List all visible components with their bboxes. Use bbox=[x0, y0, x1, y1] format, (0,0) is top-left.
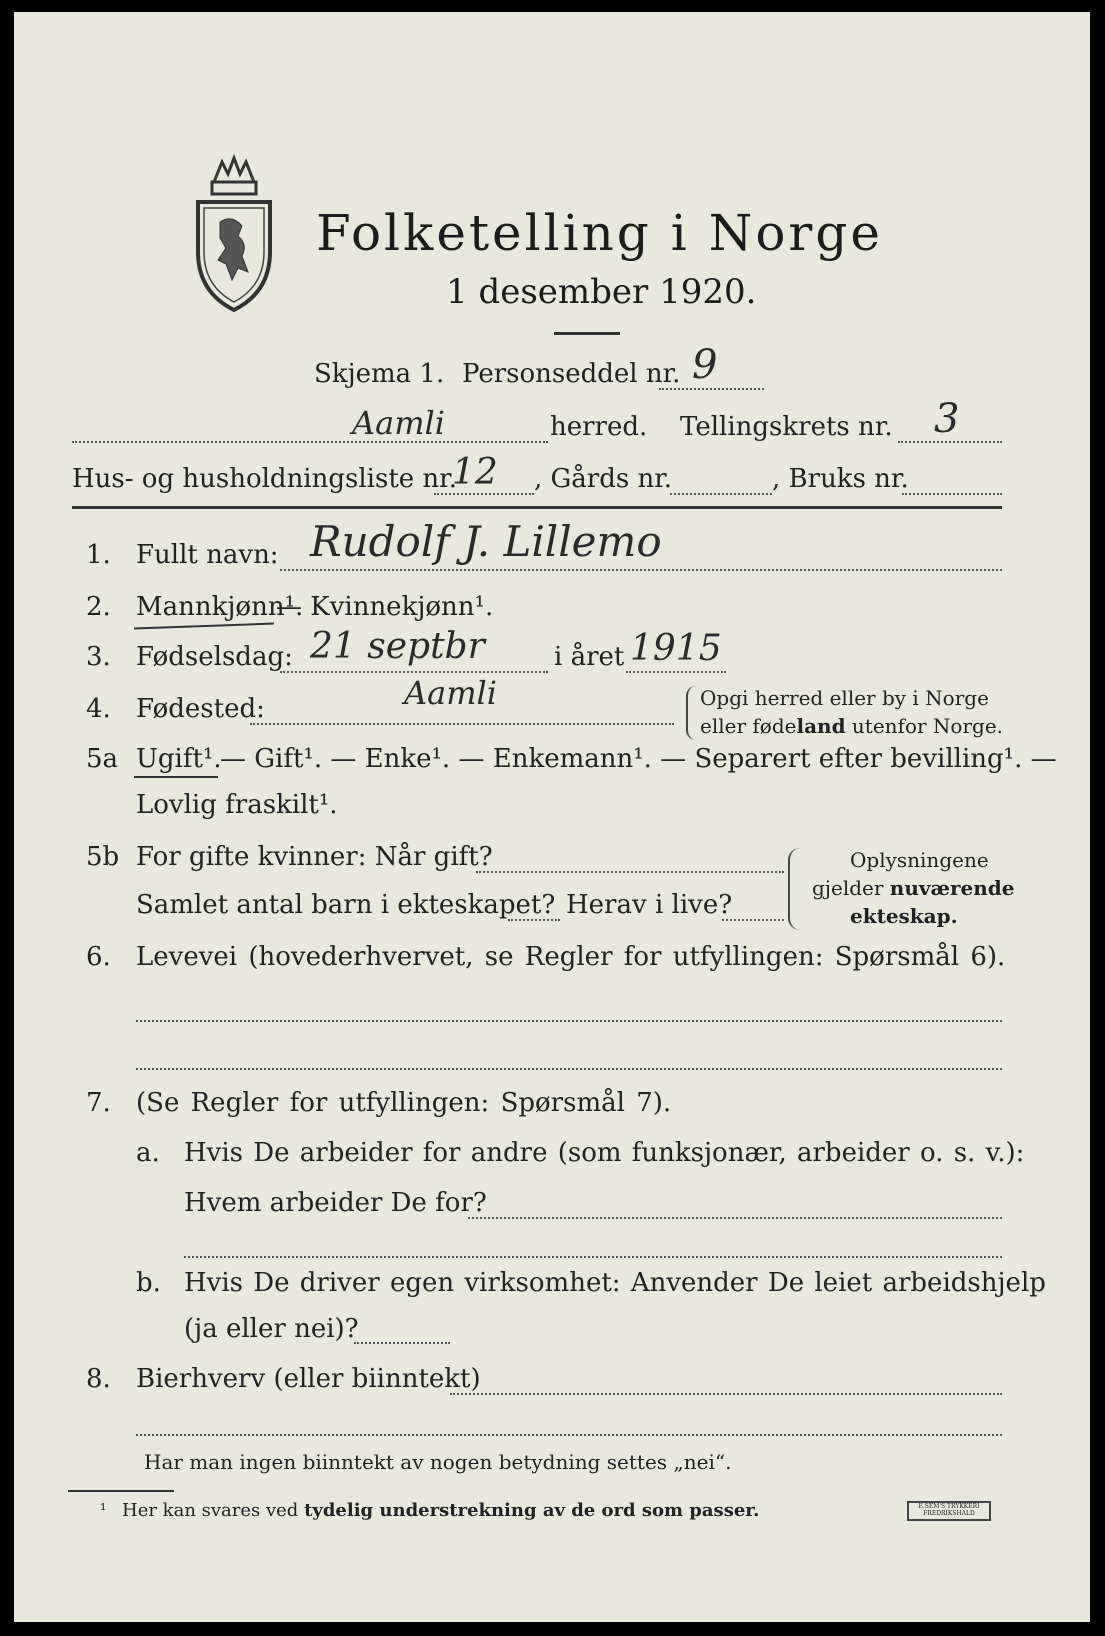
status-underline-mark bbox=[134, 776, 218, 778]
footnote-rule bbox=[68, 1490, 174, 1492]
status-ugift-option[interactable]: Ugift¹. bbox=[136, 744, 222, 774]
occupation-field-1[interactable] bbox=[136, 1020, 1002, 1022]
birth-year-field[interactable] bbox=[626, 671, 726, 673]
bruks-field[interactable] bbox=[902, 493, 1002, 495]
q7a-line2: Hvem arbeider De for? bbox=[184, 1188, 487, 1218]
printer-stamp: E.SEM'S TRYKKERI FREDRIKSHALD bbox=[907, 1501, 991, 1521]
side-income-field-2[interactable] bbox=[136, 1434, 1002, 1436]
birth-year-value: 1915 bbox=[630, 628, 722, 669]
hus-label: Hus- og husholdningsliste nr. bbox=[72, 464, 458, 494]
gards-label: , Gårds nr. bbox=[534, 464, 673, 494]
hus-field[interactable] bbox=[434, 493, 534, 495]
q7a-line1: Hvis De arbeider for andre (som funksjonær, arbeider o. s. v.): bbox=[184, 1138, 1025, 1168]
birthday-field[interactable] bbox=[280, 671, 548, 673]
full-name-field[interactable] bbox=[280, 569, 1002, 571]
q1-label: Fullt navn: bbox=[136, 540, 279, 570]
q6-number: 6. bbox=[86, 942, 111, 972]
footnote-text: Her kan svares ved tydelig understrekning av de ord som passer. bbox=[122, 1500, 760, 1521]
children-total-label: Samlet antal barn i ekteskapet? bbox=[136, 890, 556, 920]
birthplace-field[interactable] bbox=[250, 723, 674, 725]
q7-number: 7. bbox=[86, 1088, 111, 1118]
q4-note-line1: Opgi herred eller by i Norge bbox=[700, 686, 989, 710]
hus-value: 12 bbox=[452, 452, 498, 493]
personseddel-field[interactable] bbox=[659, 388, 764, 390]
gender-male-option[interactable]: Mannkjønn¹. bbox=[136, 592, 304, 622]
hired-help-field[interactable] bbox=[354, 1342, 450, 1344]
q3-number: 3. bbox=[86, 642, 111, 672]
gender-underline-mark bbox=[134, 623, 274, 630]
q8-text: Bierhverv (eller biinntekt) bbox=[136, 1364, 481, 1394]
tellingskrets-label: Tellingskrets nr. bbox=[680, 412, 893, 442]
census-form bbox=[14, 12, 1090, 1622]
form-date: 1 desember 1920. bbox=[446, 272, 757, 312]
q6-text: Levevei (hovederhvervet, se Regler for utfyllingen: Spørsmål 6). bbox=[136, 942, 1006, 972]
occupation-field-2[interactable] bbox=[136, 1068, 1002, 1070]
q4-note-brace bbox=[686, 686, 696, 740]
q5b-note-line1: Oplysningene bbox=[850, 848, 989, 872]
q7b-line2: (ja eller nei)? bbox=[184, 1314, 359, 1344]
q7-text: (Se Regler for utfyllingen: Spørsmål 7). bbox=[136, 1088, 672, 1118]
no-income-note: Har man ingen biinntekt av nogen betydning settes „nei“. bbox=[144, 1450, 732, 1474]
q5b-number: 5b bbox=[86, 842, 120, 872]
side-income-field-1[interactable] bbox=[450, 1393, 1002, 1395]
q8-number: 8. bbox=[86, 1364, 111, 1394]
q7b-line1: Hvis De driver egen virksomhet: Anvender De leiet arbeidshjelp bbox=[184, 1268, 1046, 1298]
children-alive-label: Herav i live? bbox=[566, 890, 733, 920]
married-when-label: For gifte kvinner: Når gift? bbox=[136, 842, 493, 872]
tellingskrets-value: 3 bbox=[934, 396, 960, 442]
title-divider bbox=[554, 332, 620, 335]
q4-note-line2: eller fødeland utenfor Norge. bbox=[700, 714, 1004, 738]
gender-female-option[interactable]: — Kvinnekjønn¹. bbox=[276, 592, 494, 622]
herred-value: Aamli bbox=[352, 404, 445, 442]
employer-field-2[interactable] bbox=[184, 1256, 1002, 1258]
skjema-label: Skjema 1. bbox=[314, 359, 445, 389]
q7a-letter: a. bbox=[136, 1138, 160, 1168]
form-title: Folketelling i Norge bbox=[316, 204, 883, 262]
header-rule bbox=[72, 506, 1002, 509]
q5a-number: 5a bbox=[86, 744, 119, 774]
personseddel-label: Personseddel nr. bbox=[462, 359, 681, 389]
q5b-note-brace bbox=[788, 848, 800, 930]
birthday-value: 21 septbr bbox=[310, 626, 485, 667]
q2-number: 2. bbox=[86, 592, 111, 622]
herred-label: herred. bbox=[550, 412, 648, 442]
q5b-note-line2: gjelder nuværende bbox=[812, 876, 1015, 900]
status-fraskilt-option[interactable]: Lovlig fraskilt¹. bbox=[136, 790, 338, 820]
footnote-mark: ¹ bbox=[100, 1500, 107, 1519]
married-when-field[interactable] bbox=[476, 871, 784, 873]
children-total-field[interactable] bbox=[508, 919, 560, 921]
herred-field[interactable] bbox=[72, 441, 548, 443]
q7b-letter: b. bbox=[136, 1268, 161, 1298]
personseddel-value: 9 bbox=[692, 342, 718, 388]
full-name-value: Rudolf J. Lillemo bbox=[310, 517, 662, 566]
birthplace-value: Aamli bbox=[404, 674, 497, 712]
bruks-label: , Bruks nr. bbox=[772, 464, 909, 494]
q3-label: Fødselsdag: bbox=[136, 642, 293, 672]
status-other-options[interactable]: — Gift¹. — Enke¹. — Enkemann¹. — Separert efter bevilling¹. — bbox=[220, 744, 1057, 774]
coat-of-arms-icon bbox=[192, 152, 276, 312]
employer-field-1[interactable] bbox=[468, 1217, 1002, 1219]
q4-number: 4. bbox=[86, 694, 111, 724]
q1-number: 1. bbox=[86, 540, 111, 570]
gards-field[interactable] bbox=[670, 493, 772, 495]
birth-year-label: i året bbox=[554, 642, 625, 672]
q4-label: Fødested: bbox=[136, 694, 265, 724]
children-alive-field[interactable] bbox=[722, 919, 784, 921]
q5b-note-line3: ekteskap. bbox=[850, 904, 958, 928]
